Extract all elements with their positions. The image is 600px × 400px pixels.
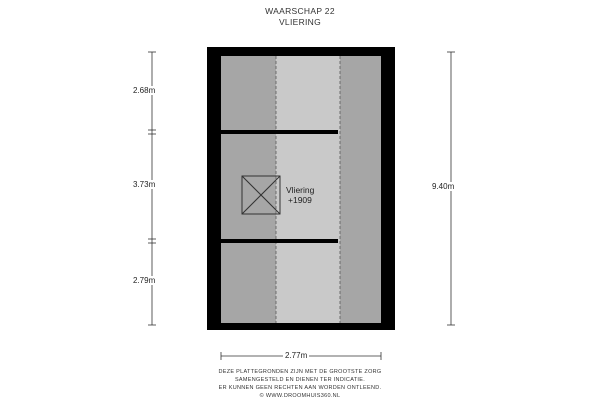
sloped-zone-left	[221, 56, 276, 323]
partition-wall-lower	[221, 239, 338, 243]
disclaimer-line-2: SAMENGESTELD EN DIENEN TER INDICATIE.	[234, 377, 366, 383]
sloped-zone-right	[340, 56, 381, 323]
dimension-label-right-total: 9.40m	[432, 182, 455, 191]
disclaimer-line-3: ER KUNNEN GEEN RECHTEN AAN WORDEN ONTLEEND.	[218, 385, 382, 391]
partition-wall-upper	[221, 130, 338, 134]
dimension-label-left-middle: 3.73m	[133, 180, 156, 189]
room-area: +1909	[288, 195, 312, 205]
copyright-line: © WWW.DROOMHUIS360.NL	[259, 393, 341, 399]
dimension-label-bottom-width: 2.77m	[285, 351, 308, 360]
floor-plan-level: VLIERING	[278, 17, 322, 27]
floor-plan-address: WAARSCHAP 22	[265, 6, 335, 16]
room-name: Vliering	[286, 185, 315, 195]
dimension-label-left-top: 2.68m	[133, 86, 156, 95]
dimension-label-left-bottom: 2.79m	[133, 276, 156, 285]
disclaimer-line-1: DEZE PLATTEGRONDEN ZIJN MET DE GROOTSTE ZORG	[218, 369, 382, 375]
